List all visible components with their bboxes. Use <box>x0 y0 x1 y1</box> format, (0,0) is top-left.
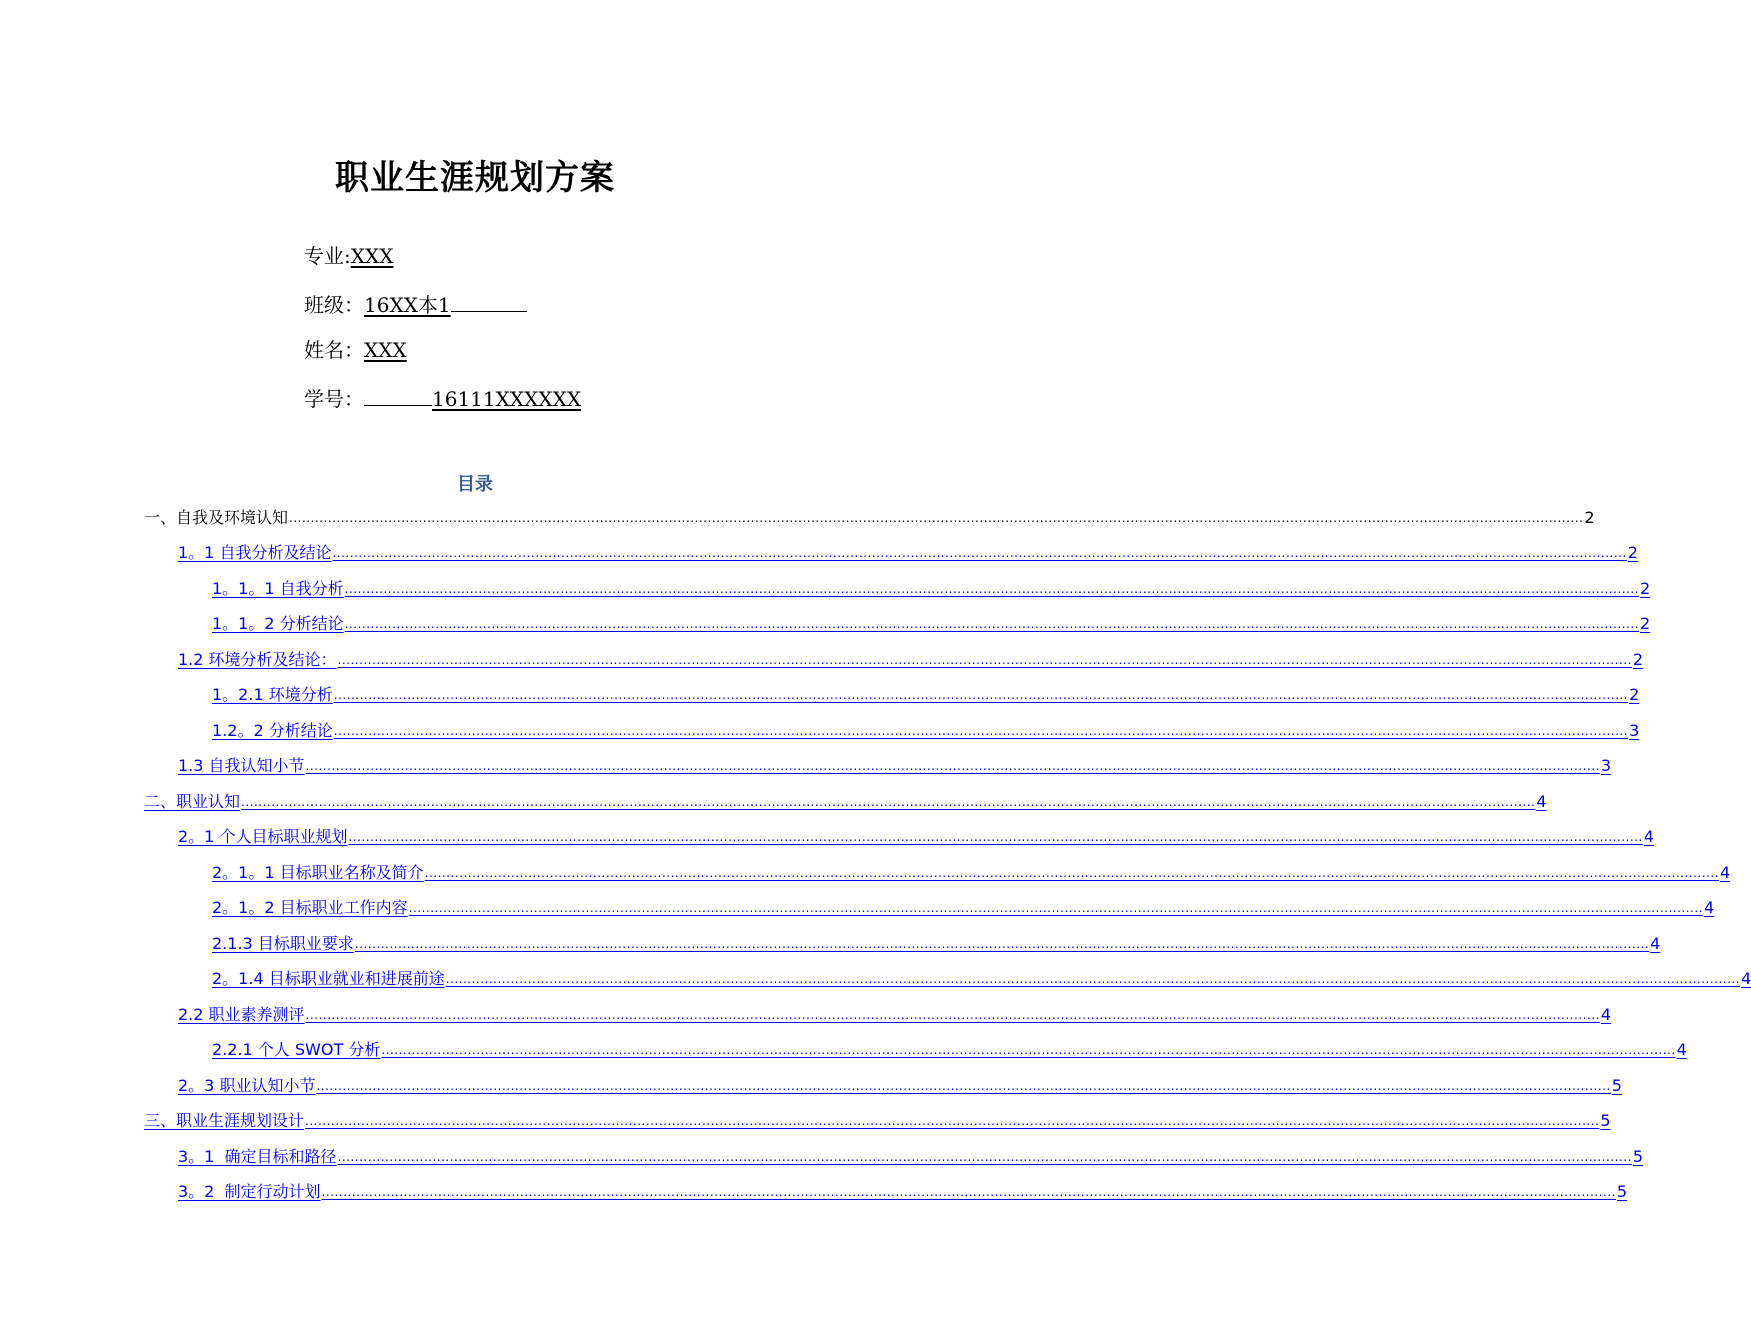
toc-entry-page: 2 <box>1629 685 1640 704</box>
toc-entry-page: 4 <box>1703 898 1715 917</box>
toc-entry[interactable] <box>212 932 1661 954</box>
toc-entry-label: 1.2。2 分析结论 <box>212 721 333 740</box>
toc-entry-label: 2。1.4 目标职业就业和进展前途 <box>212 969 445 988</box>
toc-entry-page: 4 <box>1600 1005 1612 1024</box>
toc-entry-label: 1.3 自我认知小节 <box>178 756 305 775</box>
toc-entry-page: 4 <box>1719 863 1731 882</box>
toc-leader-dots: ............................................................................................................................................................................................................................................................................................................ <box>321 1185 1616 1199</box>
toc-entry-page: 4 <box>1741 969 1751 988</box>
document-title: 职业生涯规划方案 <box>335 158 615 198</box>
toc-leader-dots: ............................................................................................................................................................................................................................................................................................................ <box>424 866 1719 880</box>
toc-leader-dots: ............................................................................................................................................................................................................................................................................................................ <box>344 617 1639 631</box>
toc-entry-number: 三、 <box>144 1111 177 1130</box>
toc-entry[interactable] <box>212 1038 1687 1060</box>
toc-entry-page: 5 <box>1600 1111 1611 1130</box>
name-label: 姓名： <box>304 338 364 362</box>
toc-entry-label: 3。2 制定行动计划 <box>178 1182 321 1201</box>
toc-entry-label: 3。1 确定目标和路径 <box>178 1147 337 1166</box>
major-label: 专业: <box>304 244 351 268</box>
toc-entry-page: 4 <box>1676 1040 1687 1059</box>
toc-heading: 目录 <box>457 474 493 495</box>
toc-leader-dots: ............................................................................................................................................................................................................................................................................................................ <box>408 901 1703 915</box>
toc-leader-dots: ............................................................................................................................................................................................................................................................................................................ <box>305 759 1600 773</box>
toc-entry[interactable] <box>178 1074 1622 1096</box>
toc-leader-dots: ............................................................................................................................................................................................................................................................................................................ <box>337 1150 1632 1164</box>
toc-entry[interactable] <box>212 683 1640 705</box>
toc-entry[interactable] <box>178 1180 1628 1202</box>
toc-leader-dots: ............................................................................................................................................................................................................................................................................................................ <box>333 724 1629 738</box>
toc-entry-page: 2 <box>1639 614 1651 633</box>
toc-entry-page: 2 <box>1584 508 1595 527</box>
name-line <box>304 338 407 362</box>
toc-entry[interactable] <box>144 790 1547 812</box>
toc-entry-label: 2。1。2 目标职业工作内容 <box>212 898 408 917</box>
toc-entry[interactable] <box>178 825 1654 847</box>
toc-entry[interactable] <box>212 861 1731 883</box>
toc-leader-dots: ............................................................................................................................................................................................................................................................................................................ <box>289 511 1584 525</box>
toc-entry-label: 自我及环境认知 <box>176 508 289 527</box>
toc-entry[interactable] <box>178 541 1638 563</box>
id-label: 学号： <box>304 387 364 411</box>
toc-leader-dots: ............................................................................................................................................................................................................................................................................................................ <box>348 830 1643 844</box>
toc-entry-page: 4 <box>1536 792 1547 811</box>
toc-entry-label: 1。1 自我分析及结论 <box>178 543 332 562</box>
toc-entry-number: 一、 <box>144 508 177 527</box>
toc-entry-label: 1。1。1 自我分析 <box>212 579 344 598</box>
toc-entry[interactable] <box>212 719 1640 741</box>
toc-leader-dots: ............................................................................................................................................................................................................................................................................................................ <box>344 582 1639 596</box>
toc-entry-page: 2 <box>1632 650 1644 669</box>
toc-entry-label: 职业生涯规划设计 <box>176 1111 305 1130</box>
major-line <box>304 244 393 268</box>
toc-entry[interactable] <box>212 612 1651 634</box>
toc-entry-label: 2。3 职业认知小节 <box>178 1076 316 1095</box>
toc-entry-page: 2 <box>1639 579 1651 598</box>
toc-leader-dots: ............................................................................................................................................................................................................................................................................................................ <box>316 1079 1611 1093</box>
toc-entry[interactable] <box>144 1109 1611 1131</box>
toc-leader-dots: ............................................................................................................................................................................................................................................................................................................ <box>241 795 1536 809</box>
toc-leader-dots: ............................................................................................................................................................................................................................................................................................................ <box>333 688 1629 702</box>
toc-entry[interactable] <box>178 1003 1612 1025</box>
toc-entry-page: 2 <box>1627 543 1638 562</box>
toc-leader-dots: ............................................................................................................................................................................................................................................................................................................ <box>332 546 1627 560</box>
toc-entry[interactable] <box>212 577 1651 599</box>
toc-leader-dots: ............................................................................................................................................................................................................................................................................................................ <box>337 653 1632 667</box>
toc-entry-page: 4 <box>1650 934 1661 953</box>
id-line <box>304 385 581 411</box>
toc-entry-label: 1.2 环境分析及结论： <box>178 650 337 669</box>
toc-entry-label: 2.2 职业素养测评 <box>178 1005 305 1024</box>
toc-entry-label: 2。1 个人目标职业规划 <box>178 827 348 846</box>
toc-entry-page: 3 <box>1629 721 1640 740</box>
toc-entry[interactable] <box>144 506 1595 528</box>
id-blank-line <box>364 385 432 406</box>
toc-entry-label: 1。2.1 环境分析 <box>212 685 333 704</box>
toc-entry-page: 5 <box>1611 1076 1622 1095</box>
toc-entry[interactable] <box>178 754 1612 776</box>
toc-leader-dots: ............................................................................................................................................................................................................................................................................................................ <box>305 1008 1600 1022</box>
toc-entry-number: 二、 <box>144 792 177 811</box>
toc-entry-page: 5 <box>1616 1182 1628 1201</box>
toc-entry-label: 职业认知 <box>176 792 241 811</box>
toc-entry-label: 2.1.3 目标职业要求 <box>212 934 354 953</box>
major-value: XXX <box>350 244 394 268</box>
toc-entry-label: 2。1。1 目标职业名称及简介 <box>212 863 424 882</box>
toc-entry-page: 4 <box>1643 827 1654 846</box>
id-value: 16111XXXXXX <box>432 387 582 411</box>
class-value: 16XX本1 <box>364 293 451 317</box>
toc-leader-dots: ............................................................................................................................................................................................................................................................................................................ <box>354 937 1650 951</box>
toc-entry-label: 2.2.1 个人 SWOT 分析 <box>212 1040 381 1059</box>
class-blank-line <box>451 291 527 312</box>
toc-entry-page: 3 <box>1600 756 1612 775</box>
toc-leader-dots: ............................................................................................................................................................................................................................................................................................................ <box>445 972 1741 986</box>
toc-entry-label: 1。1。2 分析结论 <box>212 614 344 633</box>
toc-entry[interactable] <box>212 896 1715 918</box>
toc-entry[interactable] <box>178 648 1644 670</box>
toc-leader-dots: ............................................................................................................................................................................................................................................................................................................ <box>305 1114 1600 1128</box>
toc-entry[interactable] <box>178 1145 1644 1167</box>
name-value: XXX <box>364 338 407 362</box>
class-label: 班级： <box>304 293 364 317</box>
toc-entry-page: 5 <box>1632 1147 1644 1166</box>
class-line <box>304 291 527 317</box>
toc-entry[interactable] <box>212 967 1751 989</box>
toc-leader-dots: ............................................................................................................................................................................................................................................................................................................ <box>381 1043 1676 1057</box>
